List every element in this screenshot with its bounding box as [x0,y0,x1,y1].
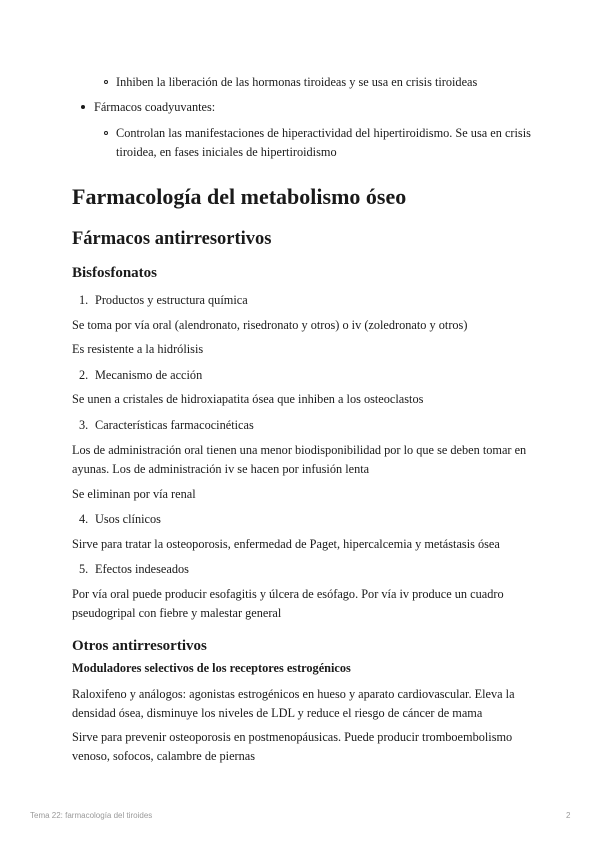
step-number: 3. [79,418,89,432]
sub-bullet-text-line1: Controlan las manifestaciones de hiperactividad del hipertiroidismo. Se usa en crisis [116,126,531,140]
section-title: Farmacología del metabolismo óseo [72,184,407,209]
paragraph-line1: Por vía oral puede producir esofagitis y úlcera de esófago. Por vía iv produce un cuadro [72,587,504,601]
step-label: Mecanismo de acción [95,368,203,382]
bullet-marker [81,105,85,109]
sub-bullet-text-line2: tiroidea, en fases iniciales de hipertiroidismo [116,145,337,159]
paragraph: Es resistente a la hidrólisis [72,342,204,356]
step-number: 5. [79,562,89,576]
otros-heading: Otros antirresortivos [72,638,207,654]
footer-title: Tema 22: farmacología del tiroides [30,811,153,820]
step-number: 2. [79,368,89,382]
paragraph: Se eliminan por vía renal [72,487,196,501]
paragraph: Se toma por vía oral (alendronato, risedronato y otros) o iv (zoledronato y otros) [72,318,468,332]
subsection-title: Fármacos antirresortivos [72,229,272,249]
step-label: Usos clínicos [95,512,161,526]
bisfosfonatos-heading: Bisfosfonatos [72,265,158,281]
paragraph-line2: densidad ósea, disminuye los niveles de LDL y reduce el riesgo de cáncer de mama [72,706,483,720]
paragraph-line1: Los de administración oral tienen una menor biodisponibilidad por lo que se deben tomar en [72,443,527,457]
paragraph-line2: venoso, sofocos, calambre de piernas [72,749,256,763]
paragraph-line1: Sirve para prevenir osteoporosis en postmenopáusicas. Puede producir tromboembolismo [72,730,513,744]
step-label: Características farmacocinéticas [95,418,254,432]
step-number: 4. [79,512,89,526]
paragraph-line2: ayunas. Los de administración iv se hacen por infusión lenta [72,462,370,476]
page-number: 2 [566,811,571,820]
step-label: Productos y estructura química [95,293,248,307]
sub-bullet-marker [104,131,108,135]
bullet-text: Fármacos coadyuvantes: [94,100,216,114]
step-label: Efectos indeseados [95,562,189,576]
paragraph: Sirve para tratar la osteoporosis, enfermedad de Paget, hipercalcemia y metástasis ósea [72,537,500,551]
paragraph-line2: pseudogripal con fiebre y malestar general [72,606,282,620]
step-number: 1. [79,293,89,307]
sub-bullet-marker [104,80,108,84]
paragraph-line1: Raloxifeno y análogos: agonistas estrogénicos en hueso y aparato cardiovascular. Eleva la [72,687,515,701]
otros-subheading: Moduladores selectivos de los receptores estrogénicos [72,661,351,675]
paragraph: Se unen a cristales de hidroxiapatita ósea que inhiben a los osteoclastos [72,392,424,406]
sub-bullet-text: Inhiben la liberación de las hormonas tiroideas y se usa en crisis tiroideas [116,75,478,89]
